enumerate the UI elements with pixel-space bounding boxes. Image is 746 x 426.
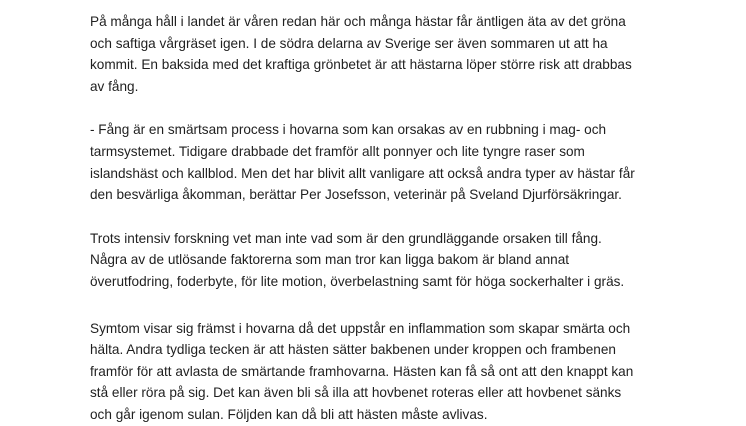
- text-line: och går igenom sulan. Följden kan då bli att hästen måste avlivas.: [90, 406, 488, 422]
- text-line: tarmsystemet. Tidigare drabbade det framför allt ponnyer och lite tyngre raser som: [90, 143, 585, 159]
- paragraph-spacer: [90, 206, 690, 228]
- text-line: islandshäst och kallblod. Men det har blivit allt vanligare att också andra typer av hästar får: [90, 165, 635, 181]
- paragraph-spacer: [90, 97, 690, 119]
- text-line: framför för att avlasta de smärtande framhovarna. Hästen kan få så ont att den knappt kan: [90, 363, 634, 379]
- text-line: Symtom visar sig främst i hovarna då det uppstår en inflammation som skapar smärta och: [90, 320, 631, 336]
- paragraph-vet-quote: [90, 119, 690, 205]
- text-line: och saftiga vårgräset igen. I de södra delarna av Sverige ser även sommaren ut att ha: [90, 35, 608, 51]
- text-line: Några av de utlösande faktorerna som man tror kan ligga bakom är bland annat: [90, 252, 570, 268]
- document-page: [90, 11, 690, 426]
- paragraph-spring-grazing: [90, 11, 690, 97]
- text-line: - Fång är en smärtsam process i hovarna som kan orsakas av en rubbning i mag- och: [90, 122, 607, 138]
- text-line: hälta. Andra tydliga tecken är att hästen sätter bakbenen under kroppen och frambenen: [90, 342, 616, 358]
- paragraph-causes: [90, 228, 690, 293]
- text-line: den besvärliga åkomman, berättar Per Josefsson, veterinär på Sveland Djurförsäkringar.: [90, 187, 622, 203]
- paragraph-spacer: [90, 293, 690, 318]
- text-line: överutfodring, foderbyte, för lite motion, överbelastning samt för höga sockerhalter i gräs.: [90, 273, 625, 289]
- text-line: Trots intensiv forskning vet man inte vad som är den grundläggande orsaken till fång.: [90, 230, 602, 246]
- text-line: stå eller röra på sig. Det kan även bli så illa att hovbenet roteras eller att hovbenet sänks: [90, 385, 622, 401]
- paragraph-symptoms: [90, 318, 690, 426]
- text-line: av fång.: [90, 78, 139, 94]
- text-line: På många håll i landet är våren redan här och många hästar får äntligen äta av det gröna: [90, 14, 626, 29]
- text-line: kommit. En baksida med det kraftiga grönbetet är att hästarna löper större risk att drabbas: [90, 57, 632, 73]
